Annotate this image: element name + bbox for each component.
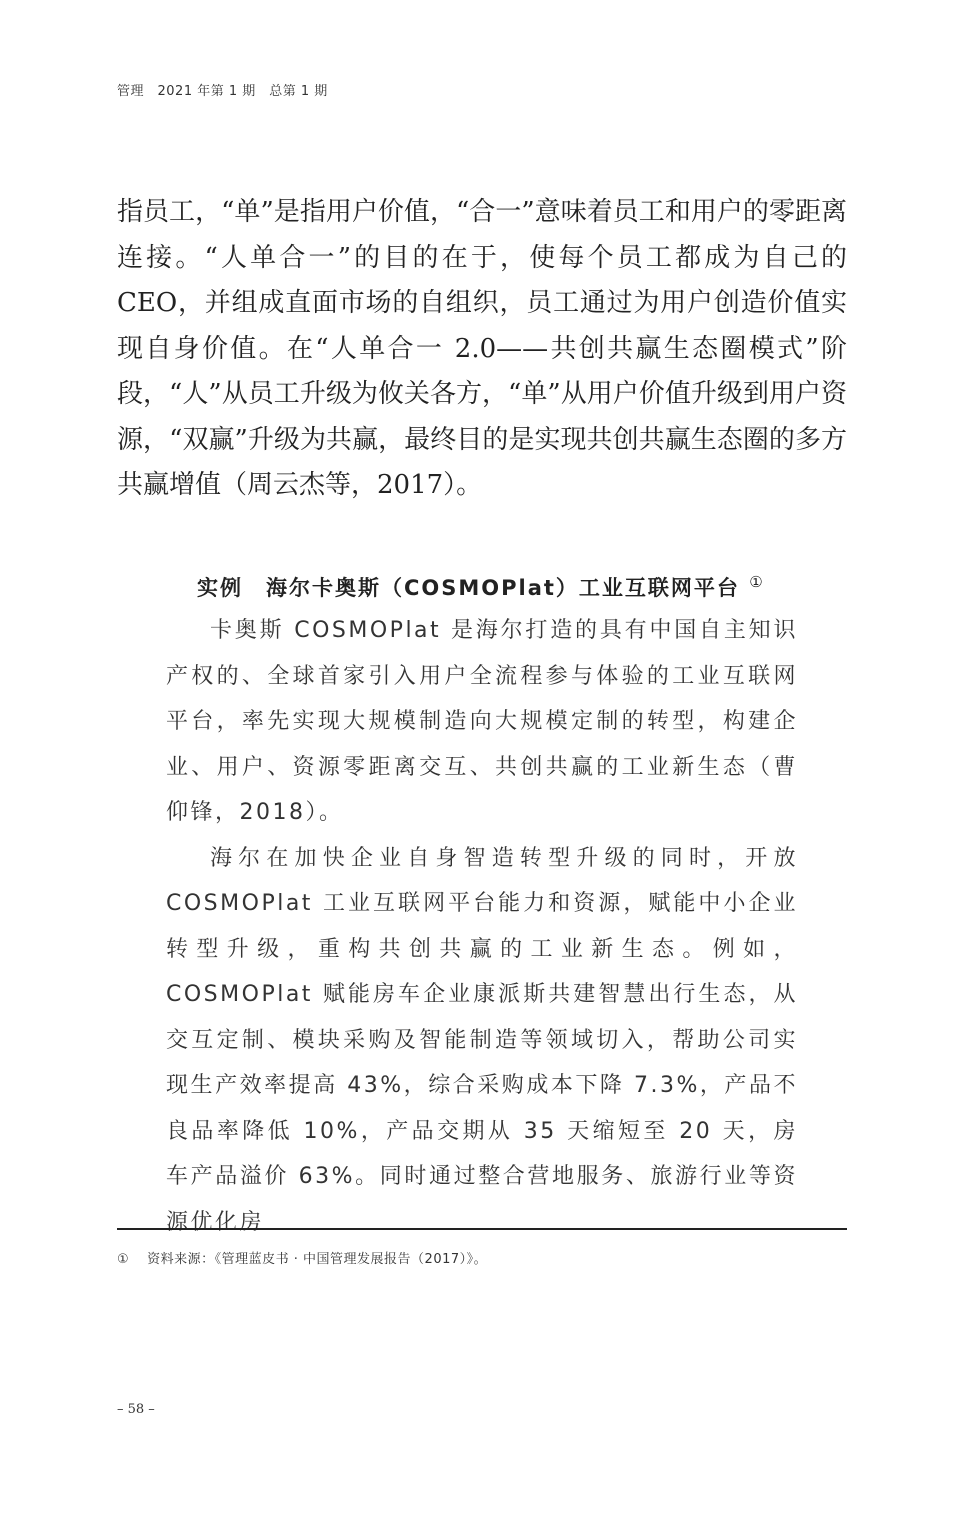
case-title-footnote-marker: ① xyxy=(749,573,765,591)
page-number: – 58 – xyxy=(117,1402,155,1417)
case-study-box xyxy=(166,608,798,1245)
footnote-text: 资料来源：《管理蓝皮书 · 中国管理发展报告（2017）》。 xyxy=(147,1252,488,1267)
footnote-divider xyxy=(117,1228,847,1230)
case-paragraph: 海尔在加快企业自身智造转型升级的同时，开放 COSMOPlat 工业互联网平台能力和资源，赋能中小企业转型升级，重构共创共赢的工业新生态。例如，COSMOPlat 赋能房车企业康派斯共建智慧出行生态，从交互定制、模块采购及智能制造等领域切入，帮助公司实现生产效率提高 43%，综合采购成本下降 7.3%，产品不良品率降低 10%，产品交期从 35 天缩短至 20 天，房车产品溢价 63%。同时通过整合营地服务、旅游行业等资源优化房 xyxy=(166,845,798,1235)
case-title-text: 实例 海尔卡奥斯（COSMOPlat）工业互联网平台 xyxy=(197,576,740,600)
running-head: 管理 2021 年第 1 期 总第 1 期 xyxy=(117,84,328,99)
case-title xyxy=(197,562,837,608)
footnote-marker: ① xyxy=(117,1252,130,1267)
body-paragraph: 指员工，“单”是指用户价值，“合一”意味着员工和用户的零距离连接。“人单合一”的目的在于，使每个员工都成为自己的 CEO，并组成直面市场的自组织，员工通过为用户创造价值实现自身价值。在“人单合一 2.0——共创共赢生态圈模式”阶段，“人”从员工升级为攸关各方，“单”从用户价值升级到用户资源，“双赢”升级为共赢，最终目的是实现共创共赢生态圈的多方共赢增值（周云杰等，2017）。 xyxy=(117,197,847,500)
case-paragraph: 卡奥斯 COSMOPlat 是海尔打造的具有中国自主知识产权的、全球首家引入用户全流程参与体验的工业互联网平台，率先实现大规模制造向大规模定制的转型，构建企业、用户、资源零距离交互、共创共赢的工业新生态（曹仰锋，2018）。 xyxy=(166,618,798,825)
footnote xyxy=(117,1248,487,1267)
